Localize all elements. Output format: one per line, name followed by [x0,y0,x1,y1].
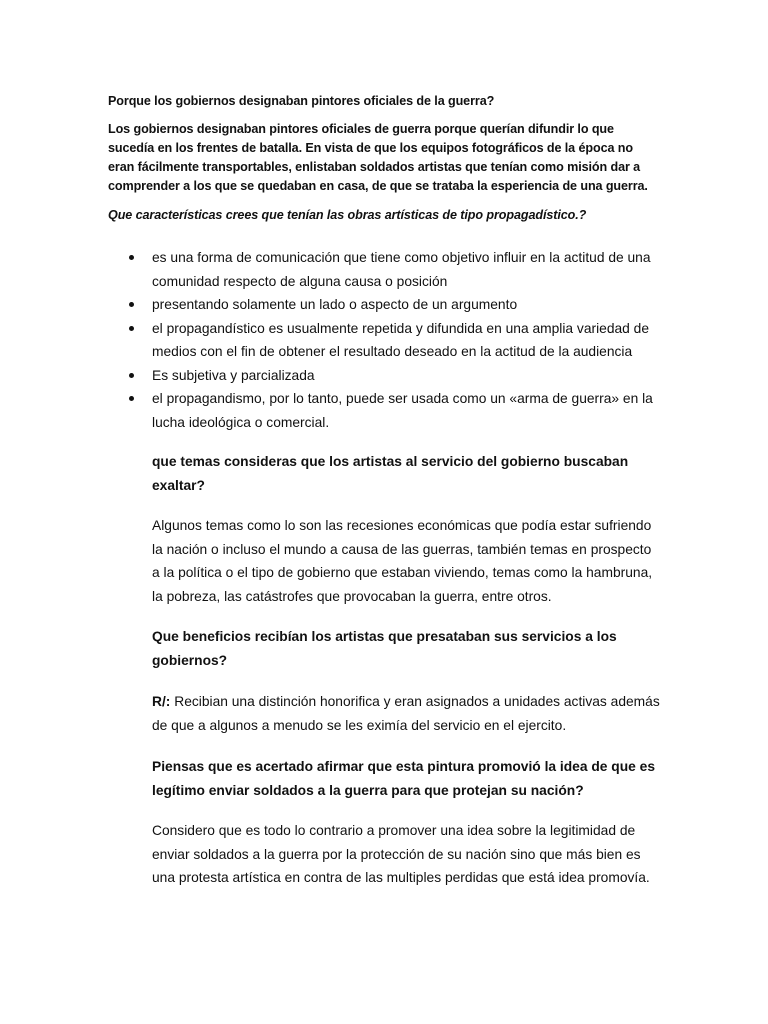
answer-4-prefix: R/: [152,694,171,709]
list-item [108,246,668,293]
question-2: Que características crees que tenían las obras artísticas de tipo propagadístico.? [108,208,587,222]
list-item-text: presentando solamente un lado o aspecto de un argumento [152,297,518,312]
answer-5: Considero que es todo lo contrario a promover una idea sobre la legitimidad de enviar soldados a la guerra por la protección de su nación sino que más bien es una protesta artística en contra de las multiples perdidas que está idea promovía. [152,823,650,885]
answer-1: Los gobiernos designaban pintores oficiales de guerra porque querían difundir lo que sucedía en los frentes de batalla. En vista de que los equipos fotográficos de la época no eran fácilmente transportables, enlistaban soldados artistas que tenían como misión dar a comprender a los que se quedaban en casa, de que se trataba la esperiencia de una guerra. [108,122,648,193]
question-1: Porque los gobiernos designaban pintores oficiales de la guerra? [108,94,495,108]
answer-4 [152,690,662,737]
list-item [108,293,668,317]
list-item-text: el propagandismo, por lo tanto, puede ser usada como un «arma de guerra» en la lucha ideológica o comercial. [152,391,653,430]
list-item-text: es una forma de comunicación que tiene como objetivo influir en la actitud de una comunidad respecto de alguna causa o posición [152,250,651,289]
question-3: que temas consideras que los artistas al servicio del gobierno buscaban exaltar? [152,454,629,493]
list-item-text: Es subjetiva y parcializada [152,367,315,383]
characteristics-list [108,246,668,434]
bullet-icon [129,255,134,260]
list-item [108,364,668,388]
list-item [108,387,668,434]
list-item [108,317,668,364]
bullet-icon [129,302,134,307]
answer-4-text: Recibian una distinción honorifica y eran asignados a unidades activas además de que a algunos a menudo se les eximía del servicio en el ejercito. [152,694,660,733]
bullet-icon [129,396,134,401]
answer-3: Algunos temas como lo son las recesiones económicas que podía estar sufriendo la nación o incluso el mundo a causa de las guerras, también temas en prospecto a la política o el tipo de gobierno que estaban viviendo, temas como la hambruna, la pobreza, las catástrofes que provocaban la guerra, entre otros. [152,518,653,604]
bullet-icon [129,326,134,331]
question-5: Piensas que es acertado afirmar que esta pintura promovió la idea de que es legítimo enviar soldados a la guerra para que protejan su nación? [152,759,655,798]
bullet-icon [129,373,134,378]
list-item-text: el propagandístico es usualmente repetida y difundida en una amplia variedad de medios con el fin de obtener el resultado deseado en la actitud de la audiencia [152,320,650,359]
question-4: Que beneficios recibían los artistas que presataban sus servicios a los gobiernos? [152,629,617,668]
